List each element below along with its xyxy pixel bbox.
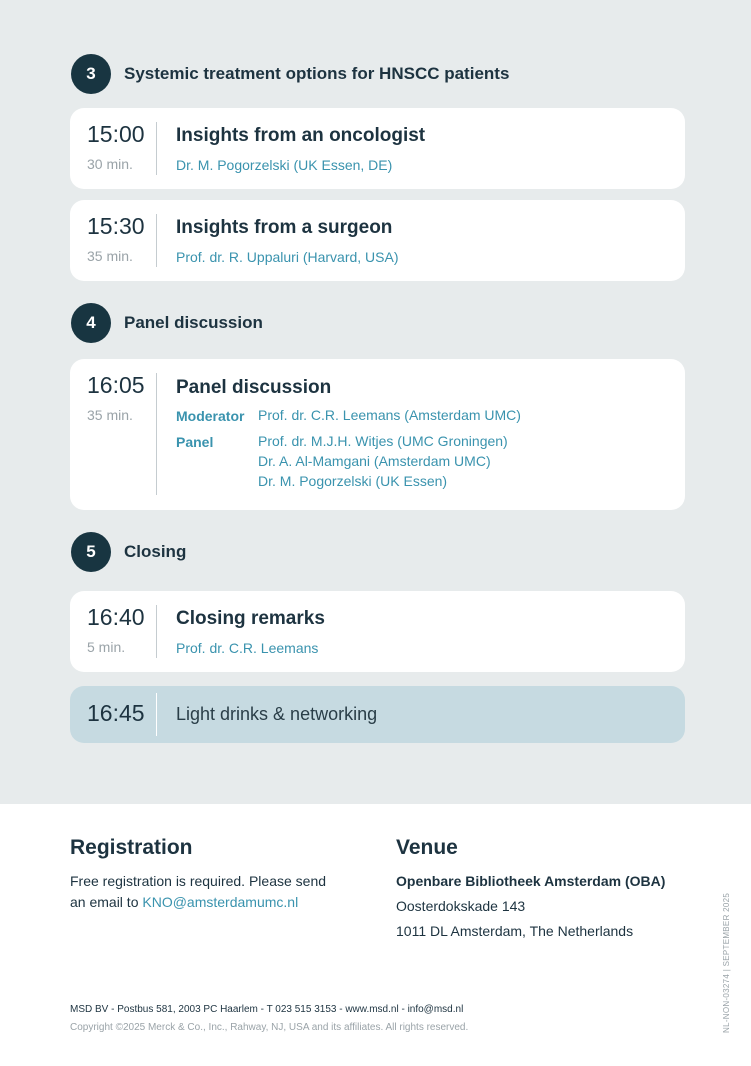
session-card	[70, 591, 685, 672]
section-header-4	[71, 303, 263, 343]
divider	[156, 605, 157, 658]
section-number: 3	[71, 54, 111, 94]
session-title: Insights from a surgeon	[176, 217, 393, 238]
section-title: Systemic treatment options for HNSCC patients	[124, 64, 510, 83]
registration-heading: Registration	[70, 836, 193, 859]
session-speaker: Prof. dr. C.R. Leemans	[176, 640, 319, 656]
session-card-panel	[70, 359, 685, 510]
session-duration: 35 min.	[87, 407, 133, 423]
session-duration: 5 min.	[87, 639, 126, 655]
section-header-5	[71, 532, 186, 572]
venue-street: Oosterdokskade 143	[396, 898, 526, 914]
session-time: 15:00	[87, 121, 145, 147]
registration-line	[70, 892, 326, 913]
moderator-name: Prof. dr. C.R. Leemans (Amsterdam UMC)	[258, 407, 521, 423]
session-title: Panel discussion	[176, 377, 332, 398]
moderator-label: Moderator	[176, 408, 245, 424]
section-title: Closing	[124, 542, 187, 561]
venue-name: Openbare Bibliotheek Amsterdam (OBA)	[396, 873, 666, 889]
session-duration: 35 min.	[87, 248, 133, 264]
session-speaker: Prof. dr. R. Uppaluri (Harvard, USA)	[176, 249, 399, 265]
panel-member: Dr. M. Pogorzelski (UK Essen)	[258, 473, 448, 489]
session-title: Closing remarks	[176, 608, 325, 629]
session-speaker: Dr. M. Pogorzelski (UK Essen, DE)	[176, 157, 393, 173]
session-time: 16:05	[87, 372, 145, 398]
panel-member: Dr. A. Al-Mamgani (Amsterdam UMC)	[258, 453, 491, 469]
session-title: Insights from an oncologist	[176, 125, 426, 146]
document-code: NL-NON-03274 | SEPTEMBER 2025	[722, 892, 731, 1033]
session-time: 15:30	[87, 213, 145, 239]
section-title: Panel discussion	[124, 313, 263, 332]
venue-heading: Venue	[396, 836, 458, 859]
panel-member: Prof. dr. M.J.H. Witjes (UMC Groningen)	[258, 433, 508, 449]
divider	[156, 214, 157, 267]
session-time: 16:40	[87, 604, 145, 630]
divider	[156, 373, 157, 495]
divider	[156, 693, 157, 736]
session-duration: 30 min.	[87, 156, 133, 172]
footer-copyright: Copyright ©2025 Merck & Co., Inc., Rahway, NJ, USA and its affiliates. All rights reserved.	[70, 1022, 469, 1033]
registration-prefix: an email to	[70, 894, 143, 910]
session-time: 16:45	[87, 700, 145, 726]
session-card	[70, 200, 685, 281]
panel-label: Panel	[176, 434, 214, 450]
section-header-3	[71, 54, 509, 94]
registration-line: Free registration is required. Please send	[70, 873, 327, 889]
registration-text	[70, 871, 326, 913]
registration-email-link[interactable]: KNO@amsterdamumc.nl	[142, 894, 299, 910]
section-number: 4	[71, 303, 111, 343]
panel-members	[258, 431, 508, 491]
session-card	[70, 108, 685, 189]
divider	[156, 122, 157, 175]
venue-city: 1011 DL Amsterdam, The Netherlands	[396, 923, 634, 939]
session-title: Light drinks & networking	[176, 704, 378, 724]
footer-contact: MSD BV - Postbus 581, 2003 PC Haarlem - T 023 515 3153 - www.msd.nl - info@msd.nl	[70, 1004, 464, 1015]
session-card-networking	[70, 686, 685, 743]
section-number: 5	[71, 532, 111, 572]
